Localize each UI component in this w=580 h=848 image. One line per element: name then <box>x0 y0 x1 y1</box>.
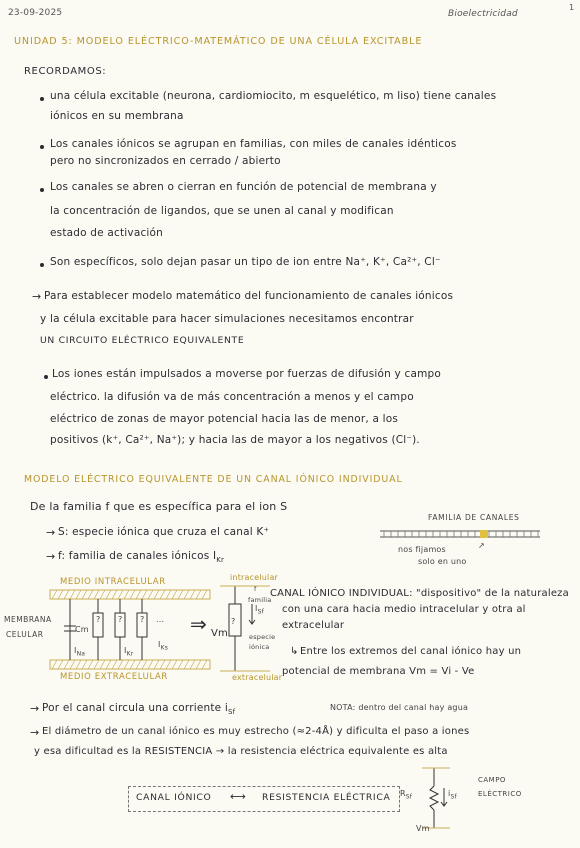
subject: Bioelectricidad <box>448 9 518 19</box>
channel-row-graphic <box>380 527 550 541</box>
familia-line: De la familia f que es específica para el ion S <box>30 500 288 513</box>
especie-label-1: especie <box>249 633 276 641</box>
recordamos-b3-l3: estado de activación <box>50 227 164 239</box>
familia-f-label-2: f <box>254 585 257 593</box>
canal-desc-l2: con una cara hacia medio intracelular y otra al <box>282 604 526 615</box>
bullet-dot <box>40 97 44 101</box>
nota-agua: NOTA: dentro del canal hay agua <box>330 703 469 712</box>
bullet-dot <box>40 263 44 267</box>
ina-label: $I_{Na}$ <box>74 646 86 658</box>
campo-label-2: ELÉCTRICO <box>478 790 522 798</box>
membrana-label-2: CELULAR <box>6 630 44 639</box>
recordamos-heading: RECORDAMOS: <box>24 66 107 77</box>
iones-l2: eléctrico. la difusión va de más concentración a menos y el campo <box>50 391 414 403</box>
membrana-label-1: MEMBRANA <box>4 615 52 624</box>
f-line: f: familia de canales iónicos $I_{Kr}$ <box>58 550 225 565</box>
channel-q-2: ? <box>118 615 123 624</box>
canal-desc-l3: extracelular <box>282 620 345 631</box>
double-arrow-icon: ⇒ <box>190 612 207 636</box>
isf-label: $I_{Sf}$ <box>255 604 264 616</box>
recordamos-b1-l1: una célula excitable (neurona, cardiomiocito, m esquelético, m liso) tiene canales <box>50 90 497 102</box>
arrow-icon: → <box>30 702 40 715</box>
channel-q: ? <box>231 617 236 626</box>
medio-intracelular: MEDIO INTRACELULAR <box>60 577 166 587</box>
equivalence-arrow-icon: ⟷ <box>230 790 246 803</box>
diametro-l2: y esa dificultad es la RESISTENCIA → la resistencia eléctrica equivalente es alta <box>34 746 448 757</box>
corriente-line: Por el canal circula una corriente $i_{Sf}$ <box>42 702 236 717</box>
bullet-dot <box>44 375 48 379</box>
arrow-icon: ↳ <box>290 646 299 657</box>
recordamos-b3-l2: la concentración de ligandos, que se unen al canal y modifican <box>50 205 394 217</box>
canal-ionico-label: CANAL IÓNICO <box>136 792 212 803</box>
solo-uno: solo en uno <box>418 557 467 566</box>
arrow-icon: → <box>32 290 42 303</box>
page-number: 1 <box>569 3 575 12</box>
intracelular-label: intracelular <box>230 573 279 582</box>
iones-l1: Los iones están impulsados a moverse por fuerzas de difusión y campo <box>52 368 442 380</box>
recordamos-b4-l1: Son específicos, solo dejan pasar un tipo de ion entre Na⁺, K⁺, Ca²⁺, Cl⁻ <box>50 256 441 268</box>
arrow-icon: ↗ <box>478 541 485 550</box>
isf-resistor-label: $i_{Sf}$ <box>448 789 457 801</box>
modelo-intro-l3: UN CIRCUITO ELÉCTRICO EQUIVALENTE <box>40 335 245 346</box>
canal-desc-l1: CANAL IÓNICO INDIVIDUAL: "dispositivo" de la naturaleza <box>270 588 569 599</box>
especie-label-2: iónica <box>249 643 270 651</box>
extremos-l2: potencial de membrana Vm = Vi - Ve <box>282 666 475 677</box>
medio-extracelular: MEDIO EXTRACELULAR <box>60 672 168 682</box>
recordamos-b2-l2: pero no sincronizados en cerrado / abierto <box>50 155 281 167</box>
diametro-l1: El diámetro de un canal iónico es muy estrecho (≈2-4Å) y dificulta el paso a iones <box>42 726 470 737</box>
channel-q-3: ? <box>140 615 145 624</box>
arrow-icon: → <box>46 526 56 539</box>
recordamos-b3-l1: Los canales se abren o cierran en función de potencial de membrana y <box>50 181 437 193</box>
campo-label-1: CAMPO <box>478 776 506 784</box>
nos-fijamos: nos fijamos <box>398 545 446 554</box>
iones-l4: positivos (k⁺, Ca²⁺, Na⁺); y hacia las de mayor a los negativos (Cl⁻). <box>50 434 420 446</box>
unit-title: UNIDAD 5: MODELO ELÉCTRICO-MATEMÁTICO DE UNA CÉLULA EXCITABLE <box>14 36 423 47</box>
rsf-label: $R_{Sf}$ <box>400 789 413 801</box>
extracelular-label: extracelular <box>232 673 283 682</box>
cm-label: Cm <box>75 625 89 634</box>
familia-f-label-1: familia <box>248 596 272 604</box>
s-line: S: especie iónica que cruza el canal K⁺ <box>58 526 270 538</box>
familia-canales-label: FAMILIA DE CANALES <box>428 513 520 522</box>
recordamos-b1-l2: iónicos en su membrana <box>50 110 184 122</box>
modelo-intro-l2: y la célula excitable para hacer simulaciones necesitamos encontrar <box>40 313 414 325</box>
recordamos-b2-l1: Los canales iónicos se agrupan en familias, con miles de canales idénticos <box>50 138 457 150</box>
ikr-label: $I_{Kr}$ <box>124 646 134 658</box>
extremos-l1: Entre los extremos del canal iónico hay un <box>300 646 522 657</box>
bullet-dot <box>40 145 44 149</box>
iones-l3: eléctrico de zonas de mayor potencial hacia las de menor, a los <box>50 413 399 425</box>
modelo-intro-l1: Para establecer modelo matemático del funcionamiento de canales iónicos <box>44 290 454 302</box>
vm-label: Vm <box>211 628 228 639</box>
bullet-dot <box>40 188 44 192</box>
vm-resistor-label: Vm <box>416 824 430 833</box>
section-title: MODELO ELÉCTRICO EQUIVALENTE DE UN CANAL IÓNICO INDIVIDUAL <box>24 474 403 485</box>
dots-label: ... <box>156 615 165 624</box>
channel-q-1: ? <box>96 615 101 624</box>
arrow-icon: → <box>30 726 40 739</box>
iks-label: $I_{Ks}$ <box>158 640 169 652</box>
arrow-icon: → <box>46 550 56 563</box>
date: 23-09-2025 <box>8 8 63 18</box>
resistencia-label: RESISTENCIA ELÉCTRICA <box>262 792 391 803</box>
